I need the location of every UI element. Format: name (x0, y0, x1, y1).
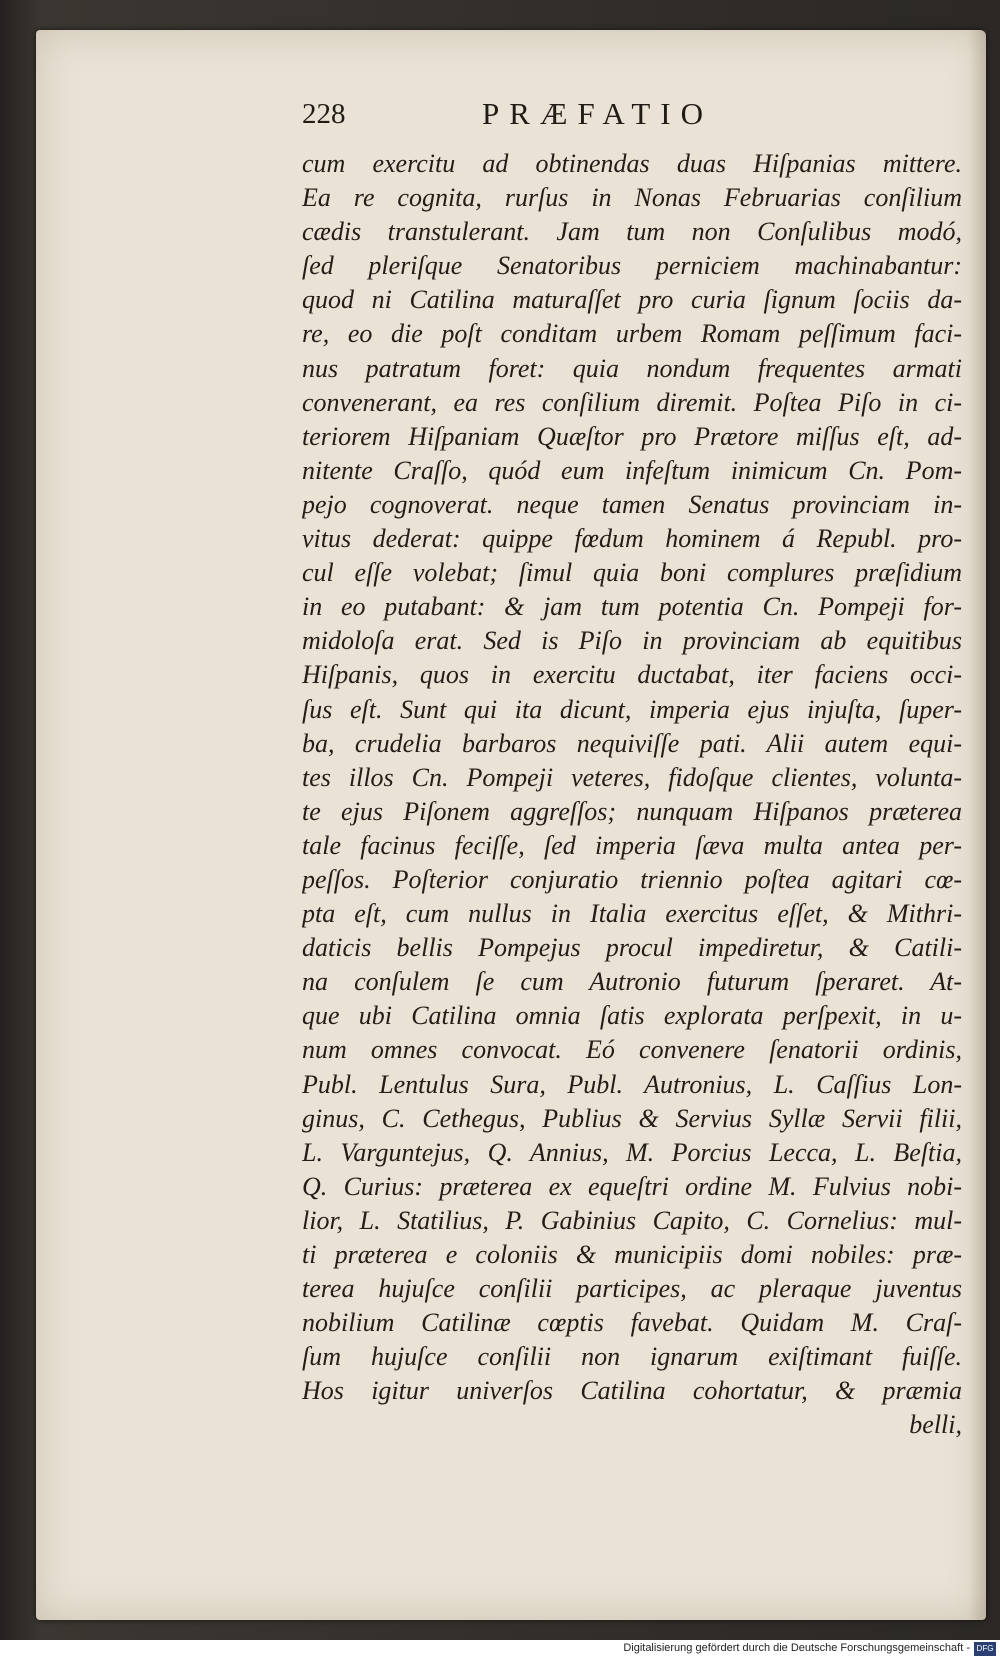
text-line: nitente Craſſo, quód eum infeſtum inimicum Cn. Pom- (302, 455, 962, 485)
catchword: belli, (909, 1410, 962, 1440)
text-line: peſſos. Poſterior conjuratio triennio poſtea agitari cœ- (302, 864, 962, 894)
running-title: PRÆFATIO (482, 96, 714, 131)
text-line: vitus dederat: quippe fœdum hominem á Republ. pro- (302, 524, 962, 554)
text-line: Hos igitur univerſos Catilina cohortatur, & præmia (302, 1376, 962, 1406)
text-line: nus patratum foret: quia nondum frequentes armati (302, 353, 962, 383)
text-line: ſus eſt. Sunt qui ita dicunt, imperia ejus injuſta, ſuper- (302, 694, 962, 724)
text-line: Q. Curius: præterea ex equeſtri ordine M. Fulvius nobi- (302, 1171, 962, 1201)
text-line: nobilium Catilinæ cœptis favebat. Quidam M. Craſ- (302, 1308, 962, 1338)
text-line: pejo cognoverat. neque tamen Senatus provinciam in- (302, 489, 962, 519)
text-line: ſed pleriſque Senatoribus perniciem machinabantur: (302, 251, 962, 281)
text-line: cædis transtulerant. Jam tum non Conſulibus modó, (302, 217, 962, 247)
text-line: na conſulem ſe cum Autronio futurum ſperaret. At- (302, 967, 962, 997)
text-line: quod ni Catilina maturaſſet pro curia ſignum ſociis da- (302, 285, 962, 315)
text-line: Hiſpanis, quos in exercitu ductabat, iter faciens occi- (302, 660, 962, 690)
text-line: ba, crudelia barbaros nequiviſſe pati. Alii autem equi- (302, 728, 962, 758)
text-line: convenerant, ea res conſilium diremit. Poſtea Piſo in ci- (302, 387, 962, 417)
text-line: te ejus Piſonem aggreſſos; nunquam Hiſpanos præterea (302, 796, 962, 826)
text-line: num omnes convocat. Eó convenere ſenatorii ordinis, (302, 1035, 962, 1065)
text-line: tale facinus feciſſe, ſed imperia ſæva multa antea per- (302, 830, 962, 860)
text-line: cul eſſe volebat; ſimul quia boni complures præſidium (302, 558, 962, 588)
text-line: teriorem Hiſpaniam Quæſtor pro Prætore miſſus eſt, ad- (302, 421, 962, 451)
text-line: L. Varguntejus, Q. Annius, M. Porcius Lecca, L. Beſtia, (302, 1137, 962, 1167)
text-line: midoloſa erat. Sed is Piſo in provinciam ab equitibus (302, 626, 962, 656)
page-number: 228 (302, 98, 346, 130)
text-line: Ea re cognita, rurſus in Nonas Februarias conſilium (302, 183, 962, 213)
funding-credit: Digitalisierung gefördert durch die Deutsche Forschungsgemeinschaft - (623, 1642, 970, 1654)
text-line: Publ. Lentulus Sura, Publ. Autronius, L. Caſſius Lon- (302, 1069, 962, 1099)
text-line: in eo putabant: & jam tum potentia Cn. Pompeji for- (302, 592, 962, 622)
body-text (302, 147, 962, 1443)
text-line: pta eſt, cum nullus in Italia exercitus eſſet, & Mithri- (302, 899, 962, 929)
text-line: terea hujuſce conſilii participes, ac pleraque juventus (302, 1274, 962, 1304)
digitization-footer (0, 1640, 1000, 1659)
text-line: lior, L. Statilius, P. Gabinius Capito, C. Cornelius: mul- (302, 1205, 962, 1235)
text-line: tes illos Cn. Pompeji veteres, fidoſque clientes, volunta- (302, 762, 962, 792)
text-line: ſum hujuſce conſilii non ignarum exiſtimant fuiſſe. (302, 1342, 962, 1372)
dfg-logo-icon: DFG (974, 1642, 996, 1656)
text-line: ti præterea e coloniis & municipiis domi nobiles: præ- (302, 1240, 962, 1269)
text-line: que ubi Catilina omnia ſatis explorata perſpexit, in u- (302, 1001, 962, 1031)
page-header (302, 98, 962, 138)
text-line: re, eo die poſt conditam urbem Romam peſſimum faci- (302, 319, 962, 349)
text-line: ginus, C. Cethegus, Publius & Servius Syllæ Servii filii, (302, 1103, 962, 1133)
text-line: daticis bellis Pompejus procul impediretur, & Catili- (302, 933, 962, 963)
text-line: cum exercitu ad obtinendas duas Hiſpanias mittere. (302, 149, 962, 178)
